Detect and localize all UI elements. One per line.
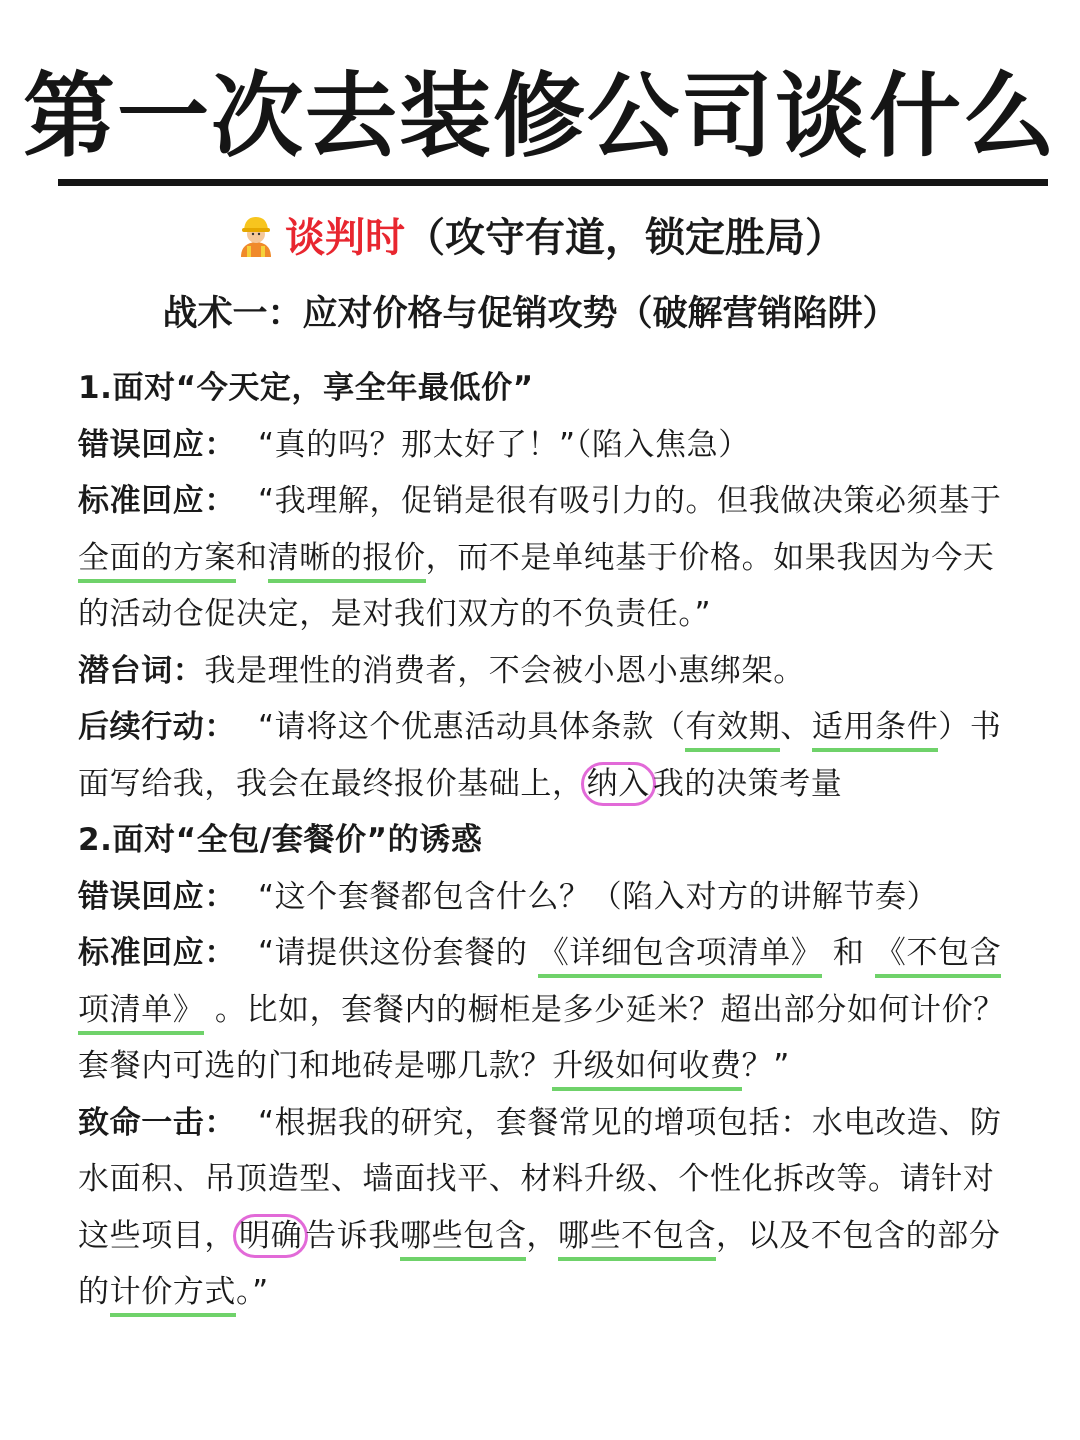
standard-response-label: 标准回应： xyxy=(78,935,236,971)
wrong-response-1 xyxy=(78,417,1018,474)
page-title: 第一次去装修公司谈什么 xyxy=(22,63,1057,170)
paragraph-text: ，而不是单纯基于价格。如果我因为今天的活动仓促决定，是对我们双方的不负责任。” xyxy=(78,539,995,632)
paragraph-text: “我理解，促销是很有吸引力的。但我做决策必须基于 xyxy=(258,483,1002,519)
highlight-underline: 全面的方案 xyxy=(78,540,236,583)
article-body xyxy=(78,360,1018,1321)
paragraph-text: ，以及不包含的部分的 xyxy=(78,1217,1001,1310)
section-subtitle xyxy=(0,208,1080,268)
paragraph-text: “根据我的研究，套餐常见的增项包括：水电改造、防水面积、吊顶造型、墙面找平、材料升级、个性化拆改等。请针对这些项目， xyxy=(78,1104,1002,1254)
section-heading-1: 1.面对“今天定，享全年最低价” xyxy=(78,370,534,406)
wrong-response-label: 错误回应： xyxy=(78,426,236,463)
highlight-underline: 计价方式 xyxy=(110,1274,236,1317)
highlight-circle: 明确 xyxy=(233,1214,308,1258)
paragraph-text: 告诉我 xyxy=(305,1217,401,1254)
paragraph-text: 、 xyxy=(780,709,812,745)
construction-worker-icon xyxy=(235,213,277,257)
highlight-underline: 《详细包含项清单》 xyxy=(538,935,822,978)
highlight-underline: 升级如何收费 xyxy=(552,1048,742,1091)
paragraph-text: ）书面写给我，我会在最终报价基础上， xyxy=(78,709,1002,802)
highlight-underline: 《不包含项清单》 xyxy=(78,935,1001,1035)
highlight-underline: 哪些包含 xyxy=(400,1218,526,1261)
standard-response-2 xyxy=(78,925,1018,1095)
paragraph-text: “请提供这份套餐的 xyxy=(258,935,538,971)
wrong-response-text: “这个套餐都包含什么？（陷入对方的讲解节奏） xyxy=(258,878,939,915)
follow-up-label: 后续行动： xyxy=(78,709,236,745)
follow-up-1 xyxy=(78,699,1018,812)
subtitle-highlight: 谈判时 xyxy=(285,215,405,261)
fatal-blow-label: 致命一击： xyxy=(78,1104,236,1141)
paragraph-text: 和 xyxy=(822,935,875,971)
subtext-1 xyxy=(78,643,1018,700)
paragraph-text: 。” xyxy=(236,1274,269,1310)
subtitle-rest: （攻守有道，锁定胜局） xyxy=(405,215,845,261)
highlight-underline: 清晰的报价 xyxy=(268,540,426,583)
highlight-underline: 哪些不包含 xyxy=(558,1218,716,1261)
paragraph-text: “请将这个优惠活动具体条款（ xyxy=(258,709,686,745)
wrong-response-text: “真的吗？那太好了！”（陷入焦急） xyxy=(258,426,750,463)
highlight-underline: 有效期 xyxy=(685,709,780,752)
paragraph-text: 和 xyxy=(236,539,268,576)
standard-response-1 xyxy=(78,473,1018,643)
subtext-label: 潜台词： xyxy=(78,652,205,689)
subtext-text: 我是理性的消费者，不会被小恩小惠绑架。 xyxy=(204,652,805,689)
paragraph-text: 我的决策考量 xyxy=(652,765,843,802)
wrong-response-label: 错误回应： xyxy=(78,878,236,915)
paragraph-text: 。比如，套餐内的橱柜是多少延米？超出部分如何计价？套餐内可选的门和地砖是哪几款？ xyxy=(78,991,1005,1084)
tactic-heading: 战术一：应对价格与促销攻势（破解营销陷阱） xyxy=(162,294,898,334)
fatal-blow xyxy=(78,1095,1018,1321)
wrong-response-2 xyxy=(78,869,1018,926)
paragraph-text: ？” xyxy=(741,1048,790,1084)
paragraph-text: ， xyxy=(526,1217,559,1254)
highlight-circle: 纳入 xyxy=(581,762,656,806)
standard-response-label: 标准回应： xyxy=(78,483,236,519)
highlight-underline: 适用条件 xyxy=(812,709,938,752)
title-divider xyxy=(58,179,1048,186)
section-heading-2: 2.面对“全包/套餐价”的诱惑 xyxy=(78,822,483,858)
